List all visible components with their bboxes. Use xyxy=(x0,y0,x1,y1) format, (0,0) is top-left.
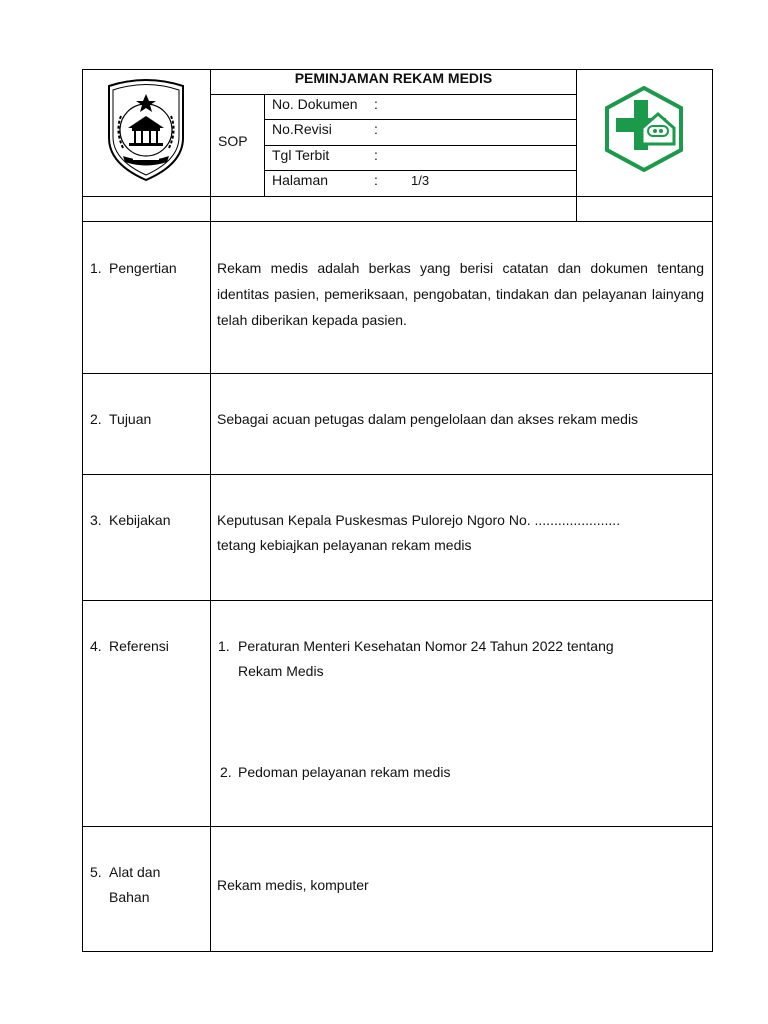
header-divider xyxy=(264,145,576,146)
meta-colon: : xyxy=(374,121,378,137)
meta-label-no-dokumen: No. Dokumen xyxy=(272,96,358,112)
sop-label: SOP xyxy=(218,133,248,149)
meta-colon: : xyxy=(374,96,378,112)
section-text-kebijakan-line2: tetang kebiajkan pelayanan rekam medis xyxy=(217,537,472,553)
row-divider xyxy=(82,373,713,374)
regency-emblem-icon xyxy=(101,76,191,182)
section-label-pengertian: Pengertian xyxy=(109,260,177,276)
section-number: 1. xyxy=(90,260,102,276)
section-number: 3. xyxy=(90,512,102,528)
section-label-kebijakan: Kebijakan xyxy=(109,512,171,528)
section-text-kebijakan-line1: Keputusan Kepala Puskesmas Pulorejo Ngoro No. ...................... xyxy=(217,512,621,528)
section-text-alat-bahan: Rekam medis, komputer xyxy=(217,877,369,893)
header-divider xyxy=(264,119,576,120)
meta-colon: : xyxy=(374,147,378,163)
meta-label-halaman: Halaman xyxy=(272,172,329,188)
header-divider xyxy=(210,94,576,95)
reference-item-line2: Rekam Medis xyxy=(238,663,324,679)
body-divider xyxy=(210,222,211,952)
row-divider xyxy=(82,826,713,827)
meta-colon: : xyxy=(374,172,378,188)
section-number: 5. xyxy=(90,864,102,880)
document-title: PEMINJAMAN REKAM MEDIS xyxy=(294,70,493,86)
reference-item-line1: Peraturan Menteri Kesehatan Nomor 24 Tahun 2022 tentang xyxy=(238,638,614,654)
meta-label-tgl-terbit: Tgl Terbit xyxy=(272,147,330,163)
section-text-pengertian: Rekam medis adalah berkas yang berisi catatan dan dokumen tentang identitas pasien, pemeriksaan, pengobatan, tindakan dan pelayanan lainyang telah diberikan kepada pasien. xyxy=(217,260,704,328)
section-number: 4. xyxy=(90,638,102,654)
section-number: 2. xyxy=(90,411,102,427)
section-label-alat-line2: Bahan xyxy=(109,889,150,905)
section-label-tujuan: Tujuan xyxy=(109,411,152,427)
reference-number: 1. xyxy=(218,638,230,654)
meta-value-halaman: 1/3 xyxy=(411,173,430,188)
header-divider xyxy=(576,69,577,222)
row-divider xyxy=(82,600,713,601)
section-label-alat-line1: Alat dan xyxy=(109,864,161,880)
section-text-tujuan: Sebagai acuan petugas dalam pengelolaan dan akses rekam medis xyxy=(217,411,639,427)
row-divider xyxy=(82,474,713,475)
header-divider xyxy=(82,196,713,197)
puskesmas-logo-icon xyxy=(604,86,684,172)
reference-item: Pedoman pelayanan rekam medis xyxy=(238,764,451,780)
reference-number: 2. xyxy=(220,764,232,780)
header-divider xyxy=(264,170,576,171)
meta-label-no-revisi: No.Revisi xyxy=(272,121,332,137)
section-label-referensi: Referensi xyxy=(109,638,169,654)
